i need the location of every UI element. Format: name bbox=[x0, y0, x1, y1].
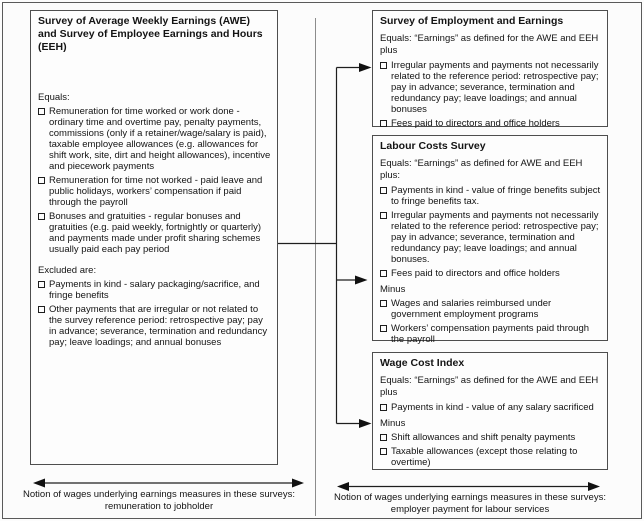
bullet-text: Irregular payments and payments not necessarily related to the reference period: retrospective pay; pay in advance; severance, termination and redundancy pay; leave loadings; and annual bonuses bbox=[391, 60, 599, 115]
bullet-item bbox=[38, 279, 271, 301]
square-bullet-icon bbox=[380, 448, 387, 455]
box-title: Labour Costs Survey bbox=[380, 140, 486, 152]
square-bullet-icon bbox=[38, 108, 45, 115]
bullet-text: Irregular payments and payments not necessarily related to the reference period: retrospective pay; pay in advance; severance, termination and redundancy pay; leave loadings; and annual bonuses. bbox=[391, 210, 599, 265]
square-bullet-icon bbox=[38, 177, 45, 184]
bullet-item bbox=[380, 118, 601, 129]
survey-employment-earnings-box bbox=[372, 10, 608, 127]
square-bullet-icon bbox=[38, 213, 45, 220]
square-bullet-icon bbox=[380, 404, 387, 411]
bullet-item bbox=[380, 402, 601, 413]
bullet-text: Workers’ compensation payments paid through the payroll bbox=[391, 323, 590, 345]
bullet-item bbox=[380, 268, 601, 279]
awe-eeh-survey-box bbox=[30, 10, 278, 465]
bullet-item bbox=[38, 175, 271, 208]
bullet-text: Remuneration for time worked or work done - ordinary time and overtime pay, penalty payments, commissions (only if a retainer/wage/salary is paid), taxable employee allowances (e.g. allowances for shift work, site, dirt and height allowances), incentive and piecework payments bbox=[49, 106, 271, 172]
text-line: Equals: “Earnings” as defined for the AWE and EEH plus bbox=[380, 375, 599, 398]
text-line: Equals: bbox=[38, 92, 70, 103]
right-panel-caption bbox=[320, 492, 620, 515]
box-title: Survey of Average Weekly Earnings (AWE) and Survey of Employee Earnings and Hours (EEH) bbox=[38, 15, 263, 53]
caption-line: Notion of wages underlying earnings measures in these surveys: bbox=[23, 489, 295, 500]
square-bullet-icon bbox=[380, 325, 387, 332]
bullet-text: Remuneration for time not worked - paid leave and public holidays, workers’ compensation if paid through the payroll bbox=[49, 175, 263, 208]
bullet-item bbox=[38, 106, 271, 172]
box-title: Wage Cost Index bbox=[380, 357, 465, 369]
left-panel-caption bbox=[8, 489, 310, 512]
bullet-text: Payments in kind - salary packaging/sacrifice, and fringe benefits bbox=[49, 279, 260, 301]
caption-line: employer payment for labour services bbox=[390, 503, 550, 515]
square-bullet-icon bbox=[380, 187, 387, 194]
bullet-item bbox=[380, 446, 601, 468]
bullet-text: Wages and salaries reimbursed under government employment programs bbox=[391, 298, 552, 320]
bullet-text: Shift allowances and shift penalty payments bbox=[391, 432, 576, 443]
bullet-item bbox=[38, 211, 271, 255]
square-bullet-icon bbox=[380, 62, 387, 69]
square-bullet-icon bbox=[38, 281, 45, 288]
bullet-item bbox=[38, 304, 271, 348]
bullet-item bbox=[380, 185, 601, 207]
text-line: Equals: “Earnings” as defined for the AWE and EEH plus bbox=[380, 33, 599, 56]
bullet-item bbox=[380, 323, 601, 345]
bullet-item bbox=[380, 60, 601, 115]
square-bullet-icon bbox=[380, 270, 387, 277]
bullet-text: Payments in kind - value of fringe benefits subject to fringe benefits tax. bbox=[391, 185, 601, 207]
bullet-text: Other payments that are irregular or not related to the survey reference period: retrospective pay; pay in advance; severance, termination and redundancy pay; leave loadings; and annual bonuses bbox=[49, 304, 268, 348]
caption-line: Notion of wages underlying earnings measures in these surveys: bbox=[334, 492, 606, 503]
text-line: Minus bbox=[380, 284, 406, 295]
bullet-item bbox=[380, 210, 601, 265]
bullet-item bbox=[380, 298, 601, 320]
square-bullet-icon bbox=[380, 434, 387, 441]
text-line: Excluded are: bbox=[38, 265, 97, 276]
bullet-text: Fees paid to directors and office holders bbox=[391, 268, 560, 279]
square-bullet-icon bbox=[380, 120, 387, 127]
box-title: Survey of Employment and Earnings bbox=[380, 15, 564, 27]
square-bullet-icon bbox=[380, 300, 387, 307]
wage-cost-index-box bbox=[372, 352, 608, 470]
bullet-text: Payments in kind - value of any salary sacrificed bbox=[391, 402, 594, 413]
bullet-item bbox=[380, 432, 601, 443]
square-bullet-icon bbox=[380, 212, 387, 219]
labour-costs-survey-box bbox=[372, 135, 608, 345]
bullet-text: Taxable allowances (except those relating to overtime) bbox=[391, 446, 578, 468]
square-bullet-icon bbox=[38, 306, 45, 313]
text-line: Minus bbox=[380, 418, 406, 429]
text-line: Equals: “Earnings” as defined for AWE and EEH plus: bbox=[380, 158, 583, 181]
bullet-text: Fees paid to directors and office holders bbox=[391, 118, 560, 129]
caption-line: remuneration to jobholder bbox=[104, 500, 214, 512]
bullet-text: Bonuses and gratuities - regular bonuses and gratuities (e.g. paid weekly, fortnightly or quarterly) and payments made under profit sharing schemes usually paid each pay period bbox=[49, 211, 262, 255]
